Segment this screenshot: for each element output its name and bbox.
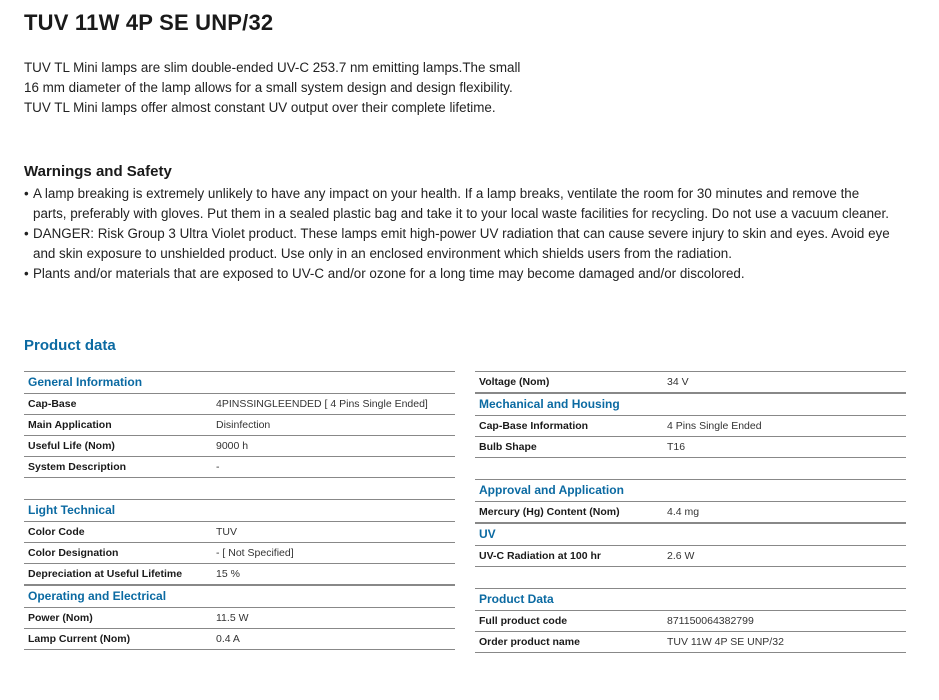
section-general-information [24,371,455,478]
row-value: Disinfection [216,419,271,431]
row-value: 9000 h [216,440,249,452]
section-title: General Information [24,371,455,393]
bullet-icon: • [24,266,29,281]
table-row [24,607,455,628]
row-label: Main Application [28,419,112,431]
bullet-icon: • [24,186,29,201]
description-line: 16 mm diameter of the lamp allows for a small system design and design flexibility. [24,80,513,95]
section-approval-application [475,479,906,523]
row-value: T16 [667,441,686,453]
row-label: UV-C Radiation at 100 hr [479,550,601,562]
row-value: 4 Pins Single Ended [667,420,762,432]
section-mechanical-housing [475,393,906,458]
row-value: - [ Not Specified] [216,547,294,559]
row-value: 4.4 mg [667,506,700,518]
row-value: TUV [216,526,237,538]
warnings-list [24,184,894,284]
section-title: Product Data [475,588,906,610]
row-value: TUV 11W 4P SE UNP/32 [667,636,784,648]
table-row [24,435,455,456]
warning-text: DANGER: Risk Group 3 Ultra Violet product. These lamps emit high-power UV radiation that can cause severe injury to skin and eyes. Avoid eye and skin exposure to unshielded product. Use only in an enclosed environment which shields users from the radiation. [33,226,890,261]
section-title: Mechanical and Housing [475,393,906,415]
row-label: Depreciation at Useful Lifetime [28,568,183,580]
row-value: 871150064382799 [667,615,754,627]
section-operating-electrical [24,585,455,650]
product-description [24,58,624,118]
warning-text: Plants and/or materials that are exposed to UV-C and/or ozone for a long time may become damaged and/or discolored. [33,266,745,281]
row-value: 2.6 W [667,550,695,562]
section-title: UV [475,523,906,545]
table-row [24,456,455,478]
description-line: TUV TL Mini lamps offer almost constant UV output over their complete lifetime. [24,100,496,115]
bullet-icon: • [24,226,29,241]
table-row [475,371,906,393]
row-value: 34 V [667,376,689,388]
table-row [24,542,455,563]
page-title: TUV 11W 4P SE UNP/32 [24,10,274,35]
row-label: Bulb Shape [479,441,537,453]
section-title: Approval and Application [475,479,906,501]
row-label: Power (Nom) [28,612,93,624]
row-value: 11.5 W [216,612,249,624]
row-label: Full product code [479,615,568,627]
table-row [475,610,906,631]
section-title: Light Technical [24,499,455,521]
row-value: 4PINSSINGLEENDED [ 4 Pins Single Ended] [216,398,428,410]
row-label: Voltage (Nom) [479,376,550,388]
row-label: Useful Life (Nom) [28,440,115,452]
table-row [24,628,455,650]
row-label: Order product name [479,636,580,648]
row-label: Lamp Current (Nom) [28,633,131,645]
table-row [24,393,455,414]
row-label: Color Code [28,526,85,538]
row-label: Mercury (Hg) Content (Nom) [479,506,620,518]
table-row [475,545,906,567]
row-value: 15 % [216,568,240,580]
row-label: System Description [28,461,127,473]
warning-item [24,224,894,264]
row-label: Cap-Base [28,398,77,410]
description-line: TUV TL Mini lamps are slim double-ended UV-C 253.7 nm emitting lamps.The small [24,60,521,75]
row-label: Cap-Base Information [479,420,589,432]
warnings-heading: Warnings and Safety [24,163,172,180]
table-row [24,414,455,435]
section-light-technical [24,499,455,585]
warning-item [24,184,894,224]
row-value: 0.4 A [216,633,240,645]
section-uv [475,523,906,567]
product-data-heading: Product data [24,337,116,354]
table-row [475,415,906,436]
product-data-right-column [475,371,906,653]
table-row [24,521,455,542]
section-title: Operating and Electrical [24,585,455,607]
section-voltage [475,371,906,393]
table-row [475,631,906,653]
product-data-left-column [24,371,455,650]
row-value: - [216,461,220,473]
table-row [475,501,906,523]
warning-item [24,264,894,284]
warning-text: A lamp breaking is extremely unlikely to have any impact on your health. If a lamp breaks, ventilate the room for 30 minutes and remove the parts, preferably with gloves. Put them in a sealed plastic bag and take it to your local waste facilities for recycling. Do not use a vacuum cleaner. [33,186,889,221]
table-row [24,563,455,585]
row-label: Color Designation [28,547,119,559]
table-row [475,436,906,458]
section-product-data [475,588,906,653]
